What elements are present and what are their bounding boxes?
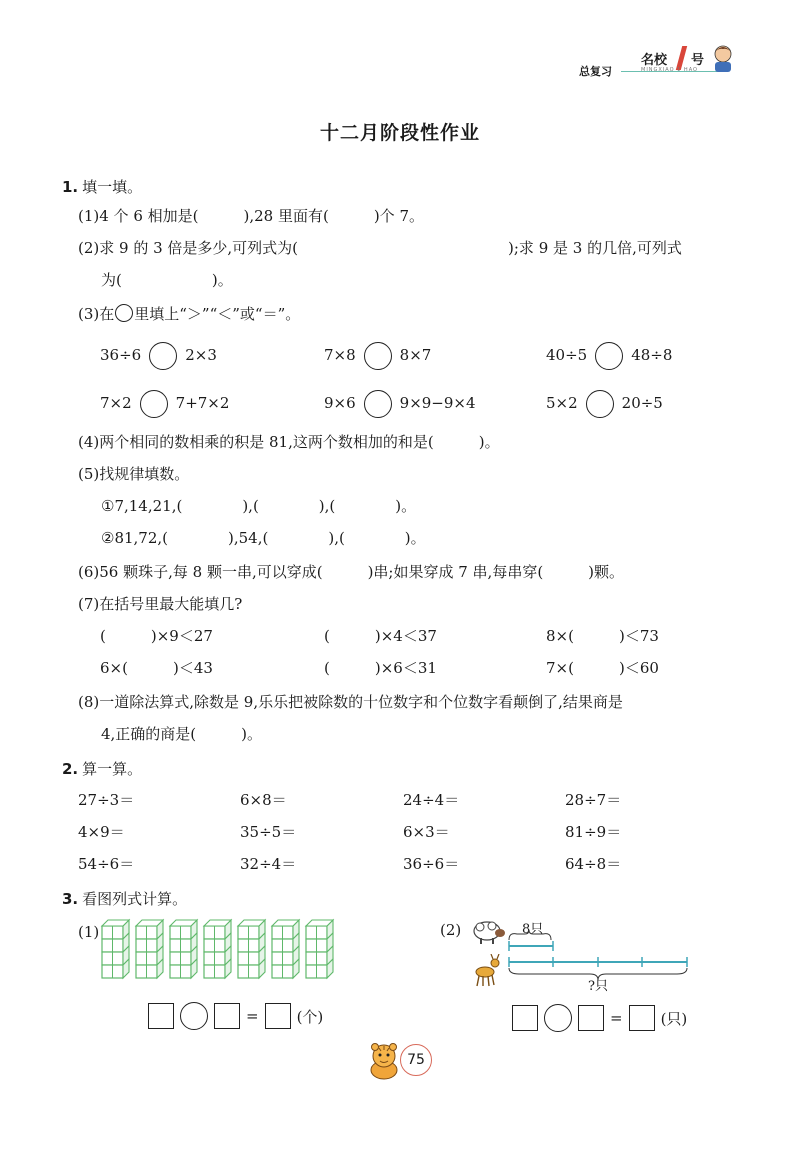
question-1-3-prefix: (3)在: [78, 305, 115, 323]
compare-item: [100, 342, 217, 370]
compare-circle[interactable]: [140, 390, 168, 418]
brand-name: 名校: [641, 53, 668, 68]
problem-2-equation: [512, 1004, 687, 1032]
fill-item: ( )×6＜31: [324, 659, 437, 677]
review-label: 总复习: [579, 65, 612, 78]
answer-box[interactable]: [148, 1003, 174, 1029]
fill-item: 6×( )＜43: [100, 659, 213, 677]
section-2-title: 算一算。: [82, 760, 143, 778]
compare-item: [324, 342, 431, 370]
circle-icon: [115, 304, 133, 322]
equals-sign: =: [246, 1007, 259, 1025]
page-title: 十二月阶段性作业: [319, 122, 480, 144]
compare-item: [546, 390, 663, 418]
calc-item: 6×3＝: [403, 823, 450, 841]
question-1-1: (1)4 个 6 相加是( ),28 里面有( )个 7。: [78, 207, 424, 225]
compare-right: 48÷8: [631, 346, 673, 364]
answer-box[interactable]: [214, 1003, 240, 1029]
calc-item: 4×9＝: [78, 823, 125, 841]
brand-pinyin: MINGXIAO 1 HAO: [641, 67, 698, 73]
sheep-icon: [470, 916, 506, 946]
compare-right: 2×3: [185, 346, 217, 364]
question-1-4: (4)两个相同的数相乘的积是 81,这两个数相加的和是( )。: [78, 433, 500, 451]
unit-label: (只): [660, 1009, 688, 1028]
problem-2-label: (2): [440, 921, 462, 939]
fill-item: 7×( )＜60: [546, 659, 659, 677]
compare-circle[interactable]: [364, 342, 392, 370]
page-number: 75: [400, 1044, 432, 1076]
question-1-2-line2: 为( )。: [101, 271, 233, 289]
compare-left: 36÷6: [100, 346, 142, 364]
compare-item: [546, 342, 672, 370]
section-1-heading: [62, 176, 142, 197]
compare-item: [324, 390, 476, 418]
calc-item: 54÷6＝: [78, 855, 135, 873]
question-1-6: (6)56 颗珠子,每 8 颗一串,可以穿成( )串;如果穿成 7 串,每串穿( )颗。: [78, 563, 625, 581]
compare-right: 8×7: [399, 346, 432, 364]
section-3-number: 3.: [62, 890, 79, 908]
compare-left: 7×2: [100, 394, 132, 412]
equals-sign: =: [610, 1009, 623, 1027]
section-3-heading: [62, 888, 187, 909]
question-1-7: (7)在括号里最大能填几?: [78, 595, 243, 613]
brand-number: 号: [691, 53, 705, 68]
fill-item: ( )×9＜27: [100, 627, 213, 645]
operator-circle[interactable]: [180, 1002, 208, 1030]
deer-icon: [470, 954, 502, 988]
calc-item: 81÷9＝: [565, 823, 622, 841]
mascot-boy-icon: [709, 44, 737, 74]
answer-box[interactable]: [265, 1003, 291, 1029]
calc-item: 35÷5＝: [240, 823, 297, 841]
calc-item: 36÷6＝: [403, 855, 460, 873]
top-quantity-label: 8只: [522, 922, 544, 937]
calc-item: 6×8＝: [240, 791, 287, 809]
bottom-quantity-label: ?只: [588, 979, 608, 994]
calc-item: 27÷3＝: [78, 791, 135, 809]
section-1-number: 1.: [62, 178, 79, 196]
fill-item: ( )×4＜37: [324, 627, 437, 645]
question-1-5-a: ①7,14,21,( ),( ),( )。: [101, 497, 417, 515]
compare-left: 5×2: [546, 394, 578, 412]
section-3-title: 看图列式计算。: [82, 890, 188, 908]
answer-box[interactable]: [629, 1005, 655, 1031]
header: [575, 40, 775, 80]
calc-item: 32÷4＝: [240, 855, 297, 873]
fill-item: 8×( )＜73: [546, 627, 659, 645]
compare-left: 7×8: [324, 346, 356, 364]
answer-box[interactable]: [578, 1005, 604, 1031]
answer-box[interactable]: [512, 1005, 538, 1031]
compare-right: 9×9−9×4: [399, 394, 476, 412]
question-1-5-b: ②81,72,( ),54,( ),( )。: [101, 529, 426, 547]
question-1-8-line2: 4,正确的商是( )。: [101, 725, 263, 743]
question-1-3-suffix: 里填上“＞”“＜”或“＝”。: [134, 305, 301, 323]
cube-stacks-figure: [100, 918, 340, 990]
section-2-heading: [62, 758, 142, 779]
compare-circle[interactable]: [364, 390, 392, 418]
compare-right: 7+7×2: [175, 394, 230, 412]
compare-circle[interactable]: [595, 342, 623, 370]
calc-item: 64÷8＝: [565, 855, 622, 873]
section-2-number: 2.: [62, 760, 79, 778]
question-1-2-line1: (2)求 9 的 3 倍是多少,可列式为( );求 9 是 3 的几倍,可列式: [78, 239, 682, 257]
calc-item: 24÷4＝: [403, 791, 460, 809]
question-1-8-line1: (8)一道除法算式,除数是 9,乐乐把被除数的十位数字和个位数字看颠倒了,结果商是: [78, 693, 623, 711]
cube-stacks: [102, 920, 333, 978]
section-1-title: 填一填。: [82, 178, 143, 196]
tiger-mascot-icon: [366, 1042, 402, 1080]
question-1-5: (5)找规律填数。: [78, 465, 190, 483]
unit-label: (个): [296, 1007, 324, 1026]
compare-circle[interactable]: [586, 390, 614, 418]
problem-1-label: (1): [78, 923, 100, 941]
compare-item: [100, 390, 229, 418]
compare-left: 40÷5: [546, 346, 588, 364]
compare-circle[interactable]: [149, 342, 177, 370]
calc-item: 28÷7＝: [565, 791, 622, 809]
operator-circle[interactable]: [544, 1004, 572, 1032]
compare-left: 9×6: [324, 394, 356, 412]
problem-1-equation: [148, 1002, 323, 1030]
question-1-3: [78, 304, 300, 324]
compare-right: 20÷5: [621, 394, 663, 412]
